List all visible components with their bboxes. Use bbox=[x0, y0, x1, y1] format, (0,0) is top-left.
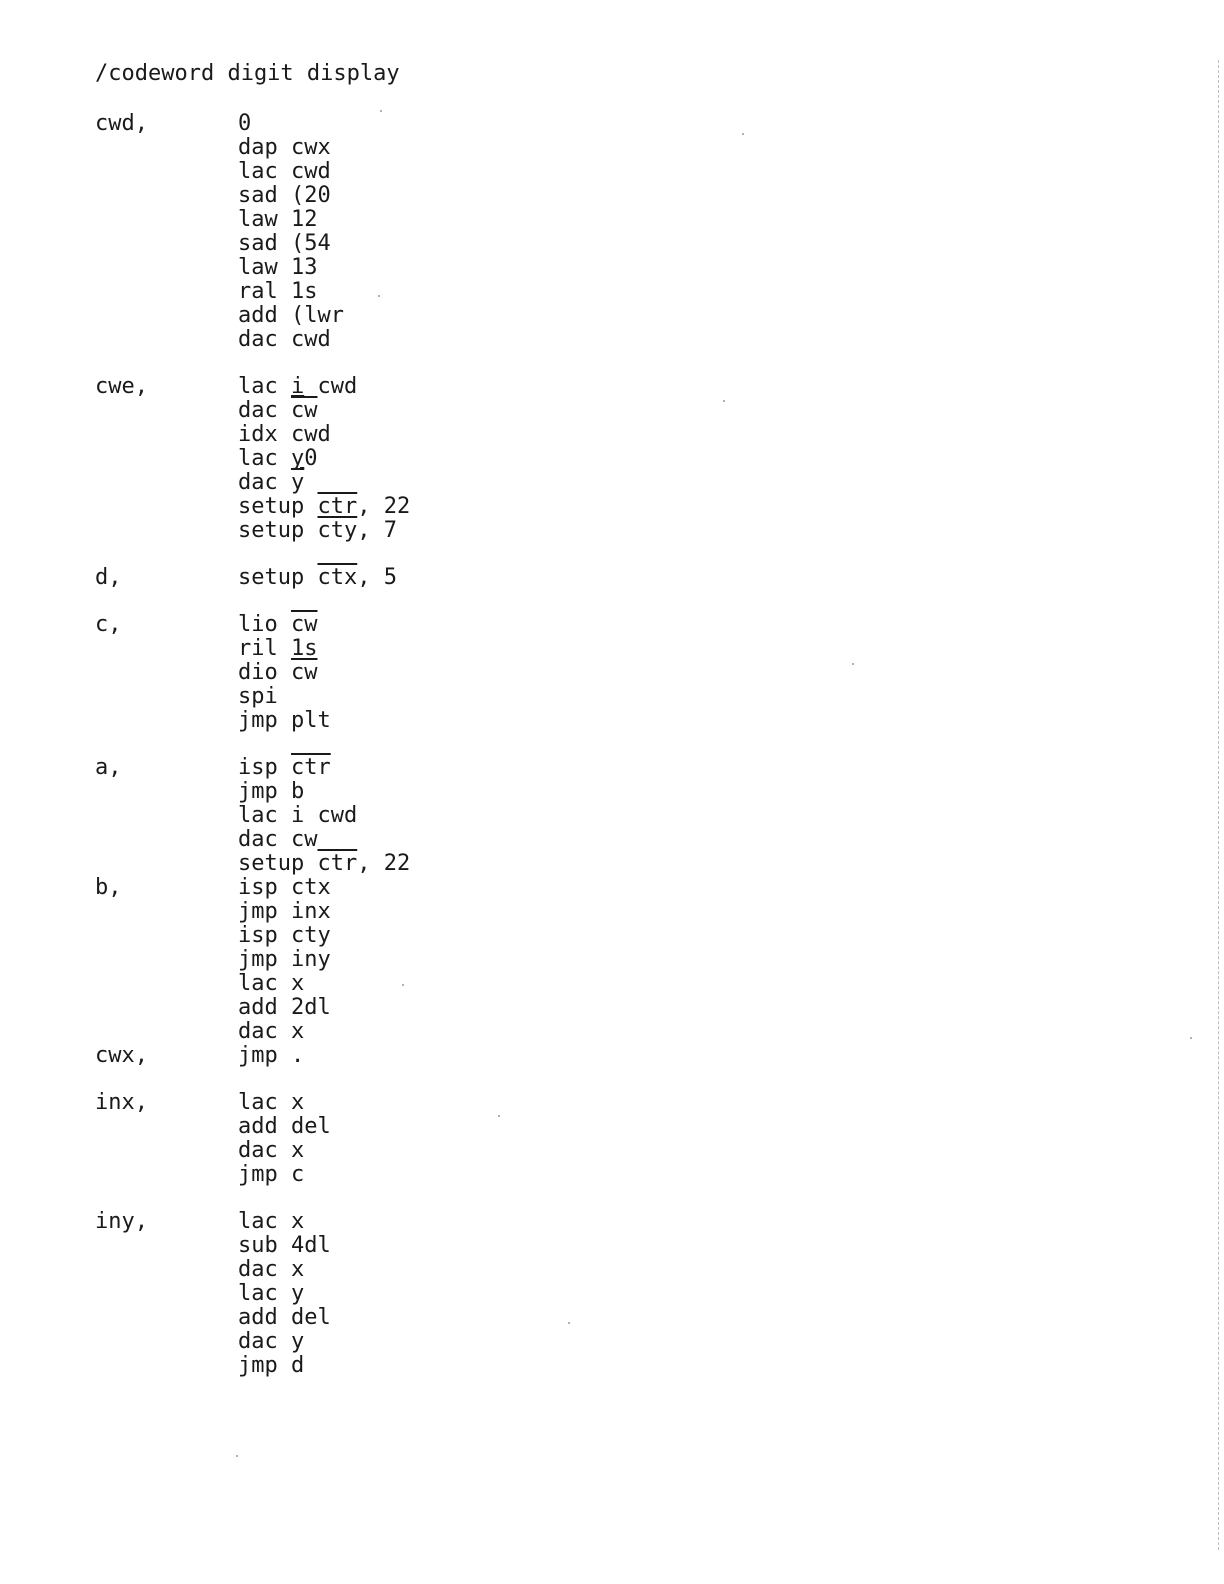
line-instruction bbox=[238, 1044, 304, 1068]
code-line bbox=[0, 756, 1224, 780]
line-instruction bbox=[238, 1258, 304, 1282]
line-instruction bbox=[238, 1139, 304, 1163]
line-instruction bbox=[238, 256, 317, 280]
instruction-text: setup bbox=[238, 518, 318, 543]
paper-speck bbox=[852, 663, 854, 665]
line-instruction bbox=[238, 519, 397, 543]
paper-speck bbox=[378, 295, 380, 297]
instruction-text: lac y bbox=[238, 1281, 305, 1306]
code-line bbox=[0, 160, 1224, 184]
code-line bbox=[0, 1091, 1224, 1115]
code-line bbox=[0, 184, 1224, 208]
blank-line bbox=[0, 543, 1224, 566]
line-instruction bbox=[238, 1282, 304, 1306]
line-instruction bbox=[238, 637, 317, 661]
line-instruction bbox=[238, 423, 331, 447]
instruction-text: jmp b bbox=[238, 779, 305, 804]
code-line bbox=[0, 1258, 1224, 1282]
instruction-text: sad (54 bbox=[238, 231, 331, 256]
line-label: cwd, bbox=[95, 111, 148, 136]
line-instruction bbox=[238, 1330, 304, 1354]
instruction-text: spi bbox=[238, 684, 278, 709]
line-instruction bbox=[238, 924, 331, 948]
code-line bbox=[0, 948, 1224, 972]
instruction-text: jmp iny bbox=[238, 947, 331, 972]
instruction-text: setup bbox=[238, 494, 318, 519]
code-line bbox=[0, 852, 1224, 876]
line-instruction bbox=[238, 232, 331, 256]
line-instruction bbox=[238, 661, 317, 685]
code-line bbox=[0, 471, 1224, 495]
instruction-text: lac cwd bbox=[238, 159, 331, 184]
code-line bbox=[0, 924, 1224, 948]
instruction-text: ril 1s bbox=[238, 636, 318, 661]
instruction-text: jmp d bbox=[238, 1353, 305, 1378]
line-instruction bbox=[238, 972, 304, 996]
instruction-text: setup bbox=[238, 851, 318, 876]
code-line bbox=[0, 1139, 1224, 1163]
line-instruction bbox=[238, 375, 357, 399]
line-instruction bbox=[238, 996, 331, 1020]
line-instruction bbox=[238, 495, 410, 519]
instruction-text: lac x bbox=[238, 971, 305, 996]
overlined-symbol: $\overline{ctr}$ bbox=[317, 851, 358, 876]
code-line bbox=[0, 1115, 1224, 1139]
paper-speck bbox=[498, 1115, 500, 1117]
code-line bbox=[0, 1210, 1224, 1234]
instruction-text: jmp c bbox=[238, 1162, 305, 1187]
instruction-text: , 22 bbox=[357, 851, 411, 876]
line-instruction bbox=[238, 1091, 304, 1115]
paper-speck bbox=[402, 984, 404, 986]
instruction-text: dio bbox=[238, 660, 291, 685]
instruction-text: dac bbox=[238, 398, 291, 423]
instruction-text: lac x bbox=[238, 1090, 305, 1115]
overlined-symbol: $\overline{cty}$ bbox=[317, 518, 358, 543]
instruction-text: sub 4dl bbox=[238, 1233, 331, 1258]
line-instruction bbox=[238, 900, 331, 924]
code-line bbox=[0, 112, 1224, 136]
line-instruction bbox=[238, 304, 344, 328]
instruction-text: dac x bbox=[238, 1019, 305, 1044]
line-instruction bbox=[238, 328, 331, 352]
code-line bbox=[0, 495, 1224, 519]
code-line bbox=[0, 661, 1224, 685]
blank-line bbox=[0, 1187, 1224, 1210]
line-instruction bbox=[238, 685, 278, 709]
line-label: d, bbox=[95, 565, 122, 590]
code-line bbox=[0, 304, 1224, 328]
instruction-text: setup bbox=[238, 565, 318, 590]
instruction-text: lac bbox=[238, 374, 291, 399]
code-line bbox=[0, 1282, 1224, 1306]
paper-speck bbox=[236, 1455, 238, 1457]
instruction-text: dac x bbox=[238, 1257, 305, 1282]
overlined-symbol: $\overline{cw}$ bbox=[290, 398, 318, 423]
instruction-text: ral 1s bbox=[238, 279, 318, 304]
instruction-text: dac x bbox=[238, 1138, 305, 1163]
overlined-symbol: $\overline{ctx}$ bbox=[317, 565, 358, 590]
instruction-text: add 2dl bbox=[238, 995, 331, 1020]
line-instruction bbox=[238, 1020, 304, 1044]
code-line bbox=[0, 876, 1224, 900]
code-line bbox=[0, 972, 1224, 996]
instruction-text: , 5 bbox=[357, 565, 397, 590]
line-instruction bbox=[238, 471, 304, 495]
code-line bbox=[0, 996, 1224, 1020]
instruction-text: jmp . bbox=[238, 1043, 305, 1068]
instruction-text: add (lwr bbox=[238, 303, 344, 328]
code-line bbox=[0, 709, 1224, 733]
paper-speck bbox=[1190, 1037, 1192, 1039]
code-line bbox=[0, 1330, 1224, 1354]
line-instruction bbox=[238, 1234, 331, 1258]
code-line bbox=[0, 828, 1224, 852]
blank-line bbox=[0, 733, 1224, 756]
paper-speck bbox=[568, 1322, 570, 1324]
line-label: c, bbox=[95, 612, 122, 637]
overlined-symbol: $\overline{cw}$ bbox=[290, 660, 318, 685]
line-instruction bbox=[238, 1115, 331, 1139]
instruction-text: jmp plt bbox=[238, 708, 331, 733]
line-instruction bbox=[238, 1354, 304, 1378]
instruction-text: isp cty bbox=[238, 923, 331, 948]
underlined-symbol: i bbox=[290, 374, 305, 399]
paper-speck bbox=[380, 110, 382, 112]
instruction-text: lac bbox=[238, 446, 291, 471]
code-line bbox=[0, 685, 1224, 709]
code-line bbox=[0, 447, 1224, 471]
line-instruction bbox=[238, 208, 317, 232]
overlined-symbol: $\overline{y}$ bbox=[290, 470, 305, 495]
blank-line bbox=[0, 590, 1224, 613]
instruction-text: lac i cwd bbox=[238, 803, 358, 828]
code-line bbox=[0, 423, 1224, 447]
line-label: cwx, bbox=[95, 1043, 148, 1068]
paper-speck bbox=[723, 400, 725, 402]
instruction-text: add del bbox=[238, 1114, 331, 1139]
overlined-symbol: $\overline{cw}$ bbox=[290, 612, 318, 637]
code-line bbox=[0, 280, 1224, 304]
instruction-text: lac x bbox=[238, 1209, 305, 1234]
line-instruction bbox=[238, 1163, 304, 1187]
code-line bbox=[0, 1354, 1224, 1378]
overlined-symbol: $\overline{ctr}$ bbox=[290, 755, 331, 780]
instruction-text: dac y bbox=[238, 1329, 305, 1354]
instruction-text: jmp inx bbox=[238, 899, 331, 924]
code-line bbox=[0, 780, 1224, 804]
code-line bbox=[0, 613, 1224, 637]
instruction-text: dac cwd bbox=[238, 327, 331, 352]
line-instruction bbox=[238, 756, 331, 780]
line-instruction bbox=[238, 566, 397, 590]
code-line bbox=[0, 1163, 1224, 1187]
code-line bbox=[0, 1234, 1224, 1258]
line-instruction bbox=[238, 112, 251, 136]
overlined-symbol: $\overline{ctr}$ bbox=[317, 494, 358, 519]
line-instruction bbox=[238, 613, 317, 637]
instruction-text: dac bbox=[238, 470, 291, 495]
code-line bbox=[0, 208, 1224, 232]
line-label: iny, bbox=[95, 1209, 148, 1234]
instruction-text: idx cwd bbox=[238, 422, 331, 447]
code-line bbox=[0, 232, 1224, 256]
instruction-text: 0 bbox=[238, 111, 252, 136]
line-instruction bbox=[238, 136, 331, 160]
line-instruction bbox=[238, 709, 331, 733]
instruction-text: isp ctx bbox=[238, 875, 331, 900]
code-line bbox=[0, 519, 1224, 543]
line-instruction bbox=[238, 447, 317, 471]
blank-line bbox=[0, 1068, 1224, 1091]
line-instruction bbox=[238, 280, 317, 304]
line-instruction bbox=[238, 780, 304, 804]
line-instruction bbox=[238, 1210, 304, 1234]
instruction-text: lio bbox=[238, 612, 291, 637]
listing-title: /codeword digit display bbox=[95, 61, 400, 86]
code-line bbox=[0, 804, 1224, 828]
line-instruction bbox=[238, 1306, 331, 1330]
code-line bbox=[0, 637, 1224, 661]
code-line bbox=[0, 566, 1224, 590]
assembly-listing bbox=[0, 112, 1224, 1378]
line-instruction bbox=[238, 852, 410, 876]
instruction-text: , 22 bbox=[357, 494, 411, 519]
instruction-text: , 7 bbox=[357, 518, 397, 543]
instruction-text: add del bbox=[238, 1305, 331, 1330]
instruction-text: law 13 bbox=[238, 255, 318, 280]
underlined-symbol: y bbox=[290, 446, 305, 471]
blank-line bbox=[0, 352, 1224, 375]
line-label: inx, bbox=[95, 1090, 148, 1115]
instruction-text: isp bbox=[238, 755, 291, 780]
instruction-text: dap cwx bbox=[238, 135, 331, 160]
line-instruction bbox=[238, 876, 331, 900]
instruction-text: sad (20 bbox=[238, 183, 331, 208]
paper-speck bbox=[742, 133, 744, 135]
code-line bbox=[0, 399, 1224, 423]
code-line bbox=[0, 1306, 1224, 1330]
page-edge-shadow bbox=[1218, 60, 1220, 1550]
code-line bbox=[0, 900, 1224, 924]
code-line bbox=[0, 256, 1224, 280]
instruction-text: dac cw bbox=[238, 827, 318, 852]
line-instruction bbox=[238, 828, 317, 852]
code-line bbox=[0, 136, 1224, 160]
line-label: b, bbox=[95, 875, 122, 900]
line-instruction bbox=[238, 160, 331, 184]
line-label: a, bbox=[95, 755, 122, 780]
instruction-text: 0 bbox=[304, 446, 318, 471]
line-instruction bbox=[238, 399, 317, 423]
line-instruction bbox=[238, 804, 357, 828]
code-line bbox=[0, 328, 1224, 352]
code-line bbox=[0, 1020, 1224, 1044]
instruction-text: law 12 bbox=[238, 207, 318, 232]
code-line bbox=[0, 1044, 1224, 1068]
instruction-text: cwd bbox=[304, 374, 358, 399]
line-instruction bbox=[238, 948, 331, 972]
code-line bbox=[0, 375, 1224, 399]
line-label: cwe, bbox=[95, 374, 148, 399]
line-instruction bbox=[238, 184, 331, 208]
